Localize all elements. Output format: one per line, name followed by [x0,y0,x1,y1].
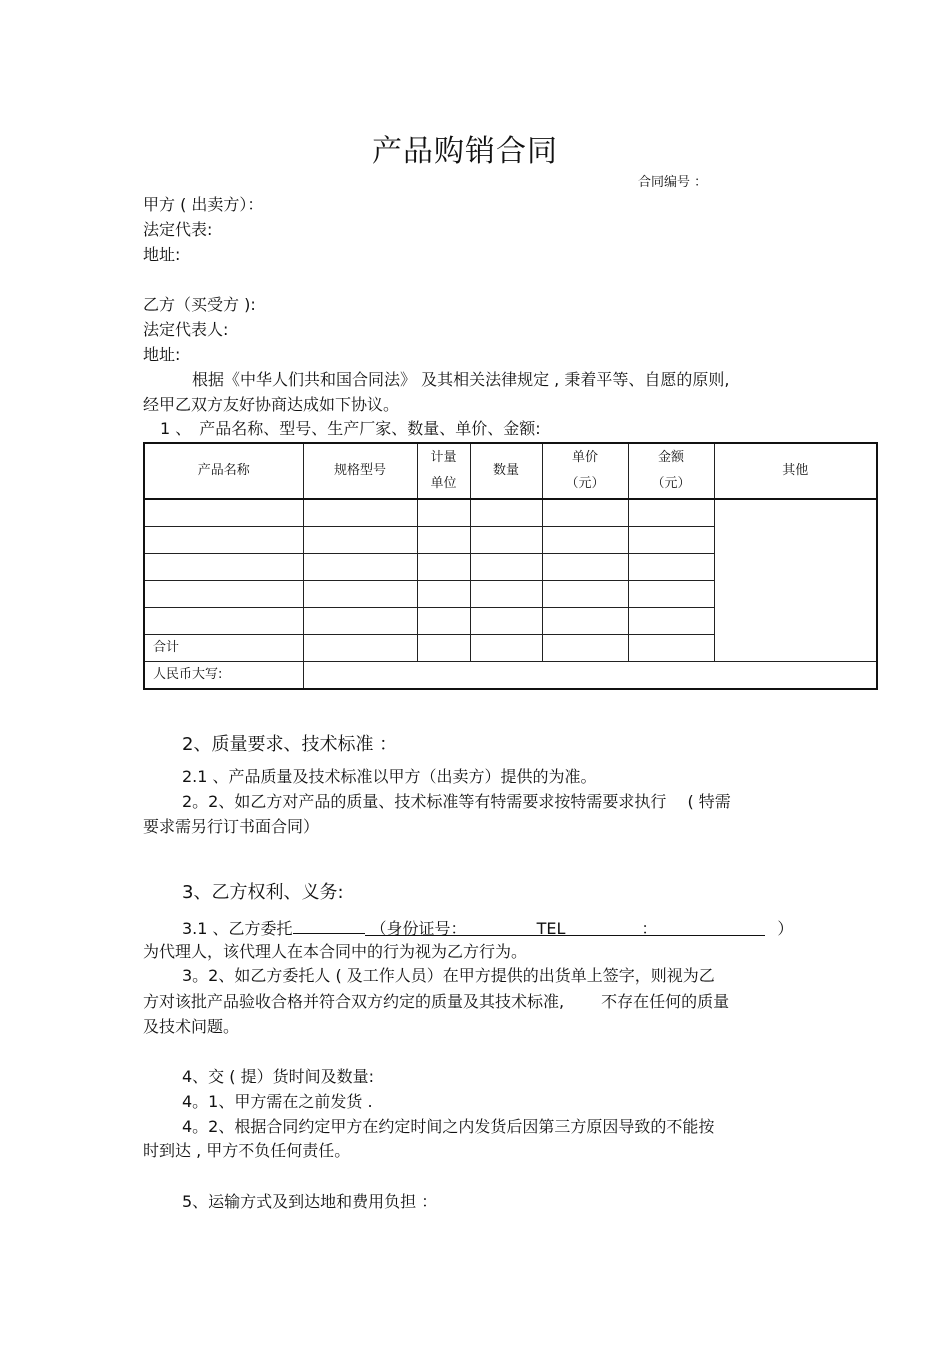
table-cell[interactable] [417,527,470,554]
header-quantity: 数量 [470,443,542,499]
rmb-value-cell[interactable] [303,662,877,690]
table-cell[interactable] [417,554,470,581]
table-row [144,499,877,527]
table-cell[interactable] [628,608,714,635]
party-b-label: 乙方（买受方 ): [143,295,256,314]
table-cell[interactable] [144,499,303,527]
table-cell[interactable] [303,581,417,608]
table-cell[interactable] [542,554,628,581]
total-label: 合计 [144,635,303,662]
section-4-heading: 4、交 ( 提）货时间及数量: [182,1067,374,1086]
table-cell[interactable] [470,527,542,554]
section-2-2-line-2: 要求需另行订书面合同） [143,817,320,836]
other-cell[interactable] [714,499,877,662]
header-unit-price: 单价 （元） [542,443,628,499]
rmb-row [144,662,877,690]
section-3-2-line-2: 方对该批产品验收合格并符合双方约定的质量及其技术标准, 不存在任何的质量 [143,992,730,1011]
party-b-representative: 法定代表人: [143,320,229,339]
section-4-1: 4。1、甲方需在之前发货 . [182,1092,373,1111]
section-1-heading: 1 、 产品名称、型号、生产厂家、数量、单价、金额: [160,419,541,438]
header-amount: 金额 （元） [628,443,714,499]
header-product-name: 产品名称 [144,443,303,499]
intro-line-2: 经甲乙双方友好协商达成如下协议。 [143,395,400,414]
section-5-heading: 5、运输方式及到达地和费用负担 ： [182,1192,438,1211]
table-cell[interactable] [470,554,542,581]
header-unit: 计量 单位 [417,443,470,499]
table-cell[interactable] [628,499,714,527]
table-cell[interactable] [144,527,303,554]
contract-number-label: 合同编号 ： [638,175,708,190]
table-cell[interactable] [144,608,303,635]
table-cell[interactable] [303,635,417,662]
table-cell[interactable] [628,635,714,662]
section-2-1: 2.1 、产品质量及技术标准以甲方（出卖方）提供的为准。 [182,767,597,786]
party-b-address: 地址: [143,345,181,364]
table-cell[interactable] [628,581,714,608]
table-cell[interactable] [542,635,628,662]
product-table [143,442,878,690]
table-cell[interactable] [417,635,470,662]
section-4-2-line-2: 时到达 , 甲方不负任何责任。 [143,1141,351,1160]
party-a-address: 地址: [143,245,181,264]
header-other: 其他 [714,443,877,499]
section-3-2-line-1: 3。2、如乙方委托人 ( 及工作人员）在甲方提供的出货单上签字，则视为乙 [182,966,715,985]
section-3-2-line-3: 及技术问题。 [143,1017,240,1036]
table-cell[interactable] [470,499,542,527]
table-cell[interactable] [628,527,714,554]
table-cell[interactable] [470,608,542,635]
agent-id-tel-blank[interactable]: （身份证号： TEL ： ） [365,919,765,936]
table-cell[interactable] [303,527,417,554]
table-cell[interactable] [542,527,628,554]
table-header-row [144,443,877,499]
table-cell[interactable] [417,581,470,608]
header-model: 规格型号 [303,443,417,499]
party-a-representative: 法定代表: [143,220,213,239]
section-3-1-line-1: 3.1 、乙方委托 （身份证号： TEL ： ） [182,919,794,938]
table-cell[interactable] [628,554,714,581]
table-cell[interactable] [144,581,303,608]
table-cell[interactable] [470,635,542,662]
table-cell[interactable] [417,499,470,527]
agent-name-blank[interactable] [293,917,365,934]
table-cell[interactable] [303,499,417,527]
intro-line-1: 根据《中华人们共和国合同法》 及其相关法律规定 , 秉着平等、自愿的原则, [192,370,730,389]
table-cell[interactable] [303,554,417,581]
table-cell[interactable] [542,581,628,608]
table-cell[interactable] [470,581,542,608]
rmb-label: 人民币大写: [144,662,303,690]
table-cell[interactable] [417,608,470,635]
party-a-label: 甲方 ( 出卖方）： [143,195,264,214]
section-3-1-line-2: 为代理人，该代理人在本合同中的行为视为乙方行为。 [143,942,528,961]
table-cell[interactable] [303,608,417,635]
section-2-heading: 2、质量要求、技术标准 ： [182,734,398,755]
document-title: 产品购销合同 [372,134,558,169]
table-cell[interactable] [542,499,628,527]
section-2-2-line-1: 2。2、如乙方对产品的质量、技术标准等有特需要求按特需要求执行 ( 特需 [182,792,731,811]
table-cell[interactable] [542,608,628,635]
table-cell[interactable] [144,554,303,581]
section-4-2-line-1: 4。2、根据合同约定甲方在约定时间之内发货后因第三方原因导致的不能按 [182,1117,715,1136]
section-3-heading: 3、乙方权利、义务: [182,882,344,903]
